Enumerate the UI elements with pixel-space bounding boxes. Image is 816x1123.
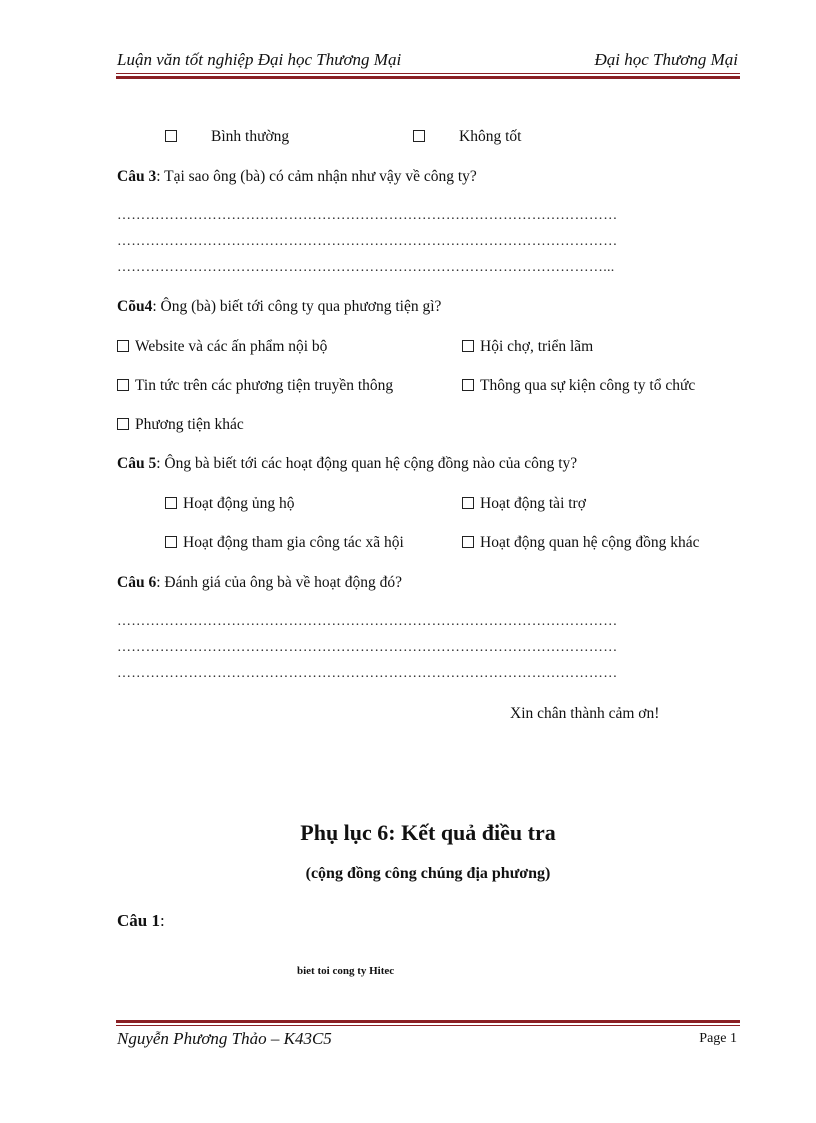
answer-line: …………………………………………………………………………………………… <box>117 208 618 223</box>
checkbox-icon <box>117 418 129 430</box>
question-3-label: Câu 3 <box>117 168 157 185</box>
question-6 <box>117 574 402 592</box>
q2-option-normal[interactable]: Bình thường <box>165 128 289 146</box>
header-rule-thin <box>116 73 740 74</box>
question-4-text: : Ông (bà) biết tới công ty qua phương tiện gì? <box>152 298 442 315</box>
answer-line: …………………………………………………………………………………………… <box>117 666 618 681</box>
q4-option-website[interactable]: Website và các ấn phẩm nội bộ <box>117 338 327 356</box>
page-number: Page 1 <box>699 1031 737 1046</box>
question-3-text: : Tại sao ông (bà) có cảm nhận như vậy về công ty? <box>156 168 477 185</box>
q4-option-events[interactable]: Thông qua sự kiện công ty tổ chức <box>462 377 695 395</box>
checkbox-icon <box>165 497 177 509</box>
q5-option-sponsor[interactable]: Hoạt động tài trợ <box>462 495 586 513</box>
appendix-title: Phụ lục 6: Kết quả điều tra <box>300 820 556 845</box>
checkbox-icon <box>165 536 177 548</box>
q5-option-social-work[interactable]: Hoạt động tham gia công tác xã hội <box>165 534 404 552</box>
question-5-label: Câu 5 <box>117 455 157 472</box>
checkbox-icon <box>462 340 474 352</box>
q5-option-other-pr[interactable]: Hoạt động quan hệ cộng đồng khác <box>462 534 700 552</box>
header-left: Luận văn tốt nghiệp Đại học Thương Mại <box>117 50 402 69</box>
results-question-1-label: Câu 1 <box>117 911 160 930</box>
checkbox-icon <box>165 130 177 142</box>
checkbox-icon <box>117 379 129 391</box>
results-question-1 <box>117 911 165 931</box>
q2-option-not-good[interactable]: Không tốt <box>413 128 521 146</box>
header-right: Đại học Thương Mại <box>594 50 738 69</box>
answer-line: …………………………………………………………………………………………… <box>117 614 618 629</box>
results-question-1-colon: : <box>159 911 165 930</box>
q4-option-other[interactable]: Phương tiện khác <box>117 416 244 434</box>
appendix-subtitle: (cộng đồng công chúng địa phương) <box>305 865 551 882</box>
chart-caption: biet toi cong ty Hitec <box>297 965 395 977</box>
answer-line: …………………………………………………………………………………………… <box>117 234 618 249</box>
question-6-text: : Đánh giá của ông bà về hoạt động đó? <box>156 574 402 591</box>
checkbox-icon <box>462 536 474 548</box>
q4-option-news[interactable]: Tin tức trên các phương tiện truyền thông <box>117 377 393 395</box>
header-rule-thick <box>116 76 740 79</box>
thanks-text: Xin chân thành cảm ơn! <box>510 705 660 722</box>
answer-line: …………………………………………………………………………………………... <box>117 260 615 275</box>
answer-line: …………………………………………………………………………………………… <box>117 640 618 655</box>
question-4 <box>117 298 441 316</box>
checkbox-icon <box>462 379 474 391</box>
question-5-text: : Ông bà biết tới các hoạt động quan hệ cộng đồng nào của công ty? <box>156 455 578 472</box>
checkbox-icon <box>117 340 129 352</box>
q5-option-support[interactable]: Hoạt động ủng hộ <box>165 495 295 513</box>
checkbox-icon <box>462 497 474 509</box>
question-6-label: Câu 6 <box>117 574 157 591</box>
footer-rule-thick <box>116 1020 740 1023</box>
footer-rule-thin <box>116 1025 740 1026</box>
question-3 <box>117 168 477 186</box>
checkbox-icon <box>413 130 425 142</box>
footer-author: Nguyễn Phương Thảo – K43C5 <box>117 1029 332 1048</box>
question-4-label: Cõu4 <box>117 298 153 315</box>
question-5 <box>117 455 577 473</box>
q4-option-fair[interactable]: Hội chợ, triển lãm <box>462 338 593 356</box>
